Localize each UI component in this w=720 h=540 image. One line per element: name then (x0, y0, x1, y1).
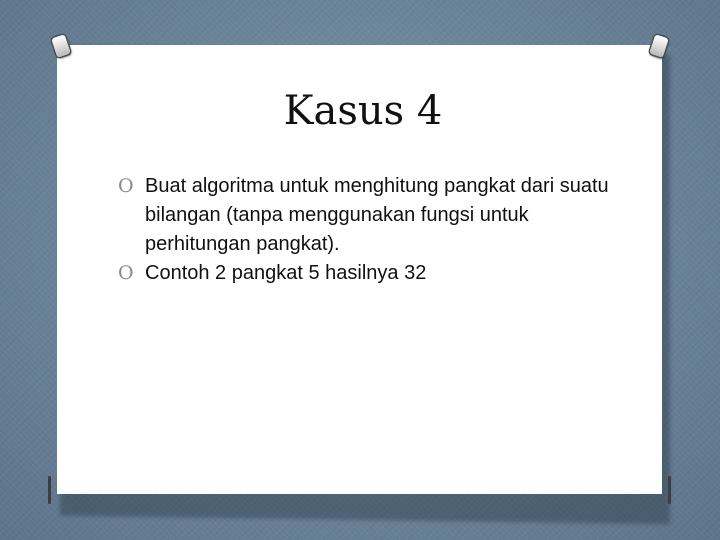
bullet-item (118, 172, 638, 259)
bullet-list (118, 172, 638, 288)
slide-title: Kasus 4 (283, 88, 443, 134)
bullet-text: Contoh 2 pangkat 5 hasilnya 32 (145, 262, 427, 284)
pin-icon (51, 34, 70, 57)
bullet-item (118, 259, 638, 288)
bullet-marker-icon: O (118, 175, 134, 197)
bullet-marker-icon: O (118, 262, 134, 284)
bullet-text: Buat algoritma untuk menghitung pangkat dari suatu bilangan (tanpa menggunakan fungsi untuk perhitungan pangkat). (145, 175, 609, 255)
corner-tick-icon (48, 476, 51, 504)
corner-tick-icon (668, 476, 671, 504)
